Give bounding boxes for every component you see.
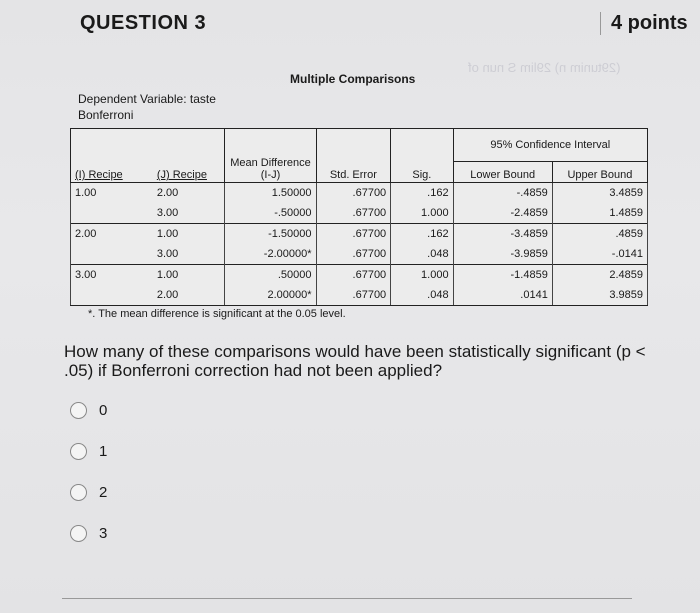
cell-lower-bound: -3.9859 — [453, 244, 552, 265]
cell-j-recipe: 3.00 — [153, 244, 225, 265]
cell-upper-bound: 2.4859 — [552, 265, 647, 286]
cell-sig: .048 — [391, 285, 453, 306]
header-std-error: Std. Error — [316, 129, 391, 183]
cell-std-error: .67700 — [316, 285, 391, 306]
cell-lower-bound: -1.4859 — [453, 265, 552, 286]
cell-upper-bound: .4859 — [552, 224, 647, 245]
cell-mean-difference: 2.00000* — [225, 285, 316, 306]
cell-upper-bound: 1.4859 — [552, 203, 647, 224]
table-row — [71, 244, 648, 265]
cell-mean-difference: -1.50000 — [225, 224, 316, 245]
header-j-recipe: (J) Recipe — [153, 129, 225, 183]
cell-j-recipe: 1.00 — [153, 265, 225, 286]
cell-lower-bound: -.4859 — [453, 183, 552, 204]
table-row — [71, 224, 648, 245]
radio-button[interactable] — [70, 443, 87, 460]
cell-sig: .162 — [391, 224, 453, 245]
header-upper-bound: Upper Bound — [552, 162, 647, 183]
cell-std-error: .67700 — [316, 183, 391, 204]
cell-upper-bound: -.0141 — [552, 244, 647, 265]
answer-option-2[interactable] — [70, 484, 107, 501]
cell-mean-difference: -.50000 — [225, 203, 316, 224]
multiple-comparisons-table — [70, 128, 648, 306]
answer-option-3[interactable] — [70, 525, 107, 542]
cell-sig: 1.000 — [391, 265, 453, 286]
cell-mean-difference: 1.50000 — [225, 183, 316, 204]
dependent-variable-label: Dependent Variable: taste — [78, 92, 216, 106]
cell-sig: .162 — [391, 183, 453, 204]
cell-upper-bound: 3.4859 — [552, 183, 647, 204]
table-row — [71, 285, 648, 306]
cell-i-recipe — [71, 285, 153, 306]
option-label: 2 — [99, 484, 108, 501]
header-lower-bound: Lower Bound — [453, 162, 552, 183]
cell-i-recipe: 3.00 — [71, 265, 153, 286]
cell-i-recipe: 2.00 — [71, 224, 153, 245]
cell-j-recipe: 3.00 — [153, 203, 225, 224]
cell-mean-difference: .50000 — [225, 265, 316, 286]
cell-std-error: .67700 — [316, 244, 391, 265]
cell-i-recipe — [71, 244, 153, 265]
method-label: Bonferroni — [78, 108, 134, 122]
cell-std-error: .67700 — [316, 224, 391, 245]
cell-std-error: .67700 — [316, 203, 391, 224]
question-title: QUESTION 3 — [80, 12, 207, 34]
table-row — [71, 265, 648, 286]
cell-j-recipe: 2.00 — [153, 183, 225, 204]
cell-sig: .048 — [391, 244, 453, 265]
table-row — [71, 183, 648, 204]
cell-upper-bound: 3.9859 — [552, 285, 647, 306]
cell-sig: 1.000 — [391, 203, 453, 224]
radio-button[interactable] — [70, 525, 87, 542]
radio-button[interactable] — [70, 402, 87, 419]
bleed-through-text: (29tunim n) 29lim S nun of — [468, 60, 621, 75]
option-label: 3 — [99, 525, 108, 542]
cell-lower-bound: .0141 — [453, 285, 552, 306]
header-confidence-interval: 95% Confidence Interval — [453, 129, 647, 162]
radio-button[interactable] — [70, 484, 87, 501]
cell-i-recipe: 1.00 — [71, 183, 153, 204]
divider — [62, 598, 632, 599]
table-row — [71, 203, 648, 224]
header-i-recipe: (I) Recipe — [71, 129, 153, 183]
points-label: 4 points — [600, 12, 688, 35]
cell-lower-bound: -2.4859 — [453, 203, 552, 224]
answer-option-1[interactable] — [70, 443, 107, 460]
question-text: How many of these comparisons would have been statistically significant (p < .05) if Bonferroni correction had not been applied? — [64, 342, 646, 380]
header-sig: Sig. — [391, 129, 453, 183]
header-mean-difference: Mean Difference (I-J) — [225, 129, 316, 183]
cell-mean-difference: -2.00000* — [225, 244, 316, 265]
cell-i-recipe — [71, 203, 153, 224]
table-title: Multiple Comparisons — [290, 72, 416, 86]
option-label: 1 — [99, 443, 108, 460]
cell-std-error: .67700 — [316, 265, 391, 286]
cell-lower-bound: -3.4859 — [453, 224, 552, 245]
cell-j-recipe: 1.00 — [153, 224, 225, 245]
table-footnote: *. The mean difference is significant at the 0.05 level. — [88, 308, 346, 320]
cell-j-recipe: 2.00 — [153, 285, 225, 306]
answer-option-0[interactable] — [70, 402, 107, 419]
option-label: 0 — [99, 402, 108, 419]
